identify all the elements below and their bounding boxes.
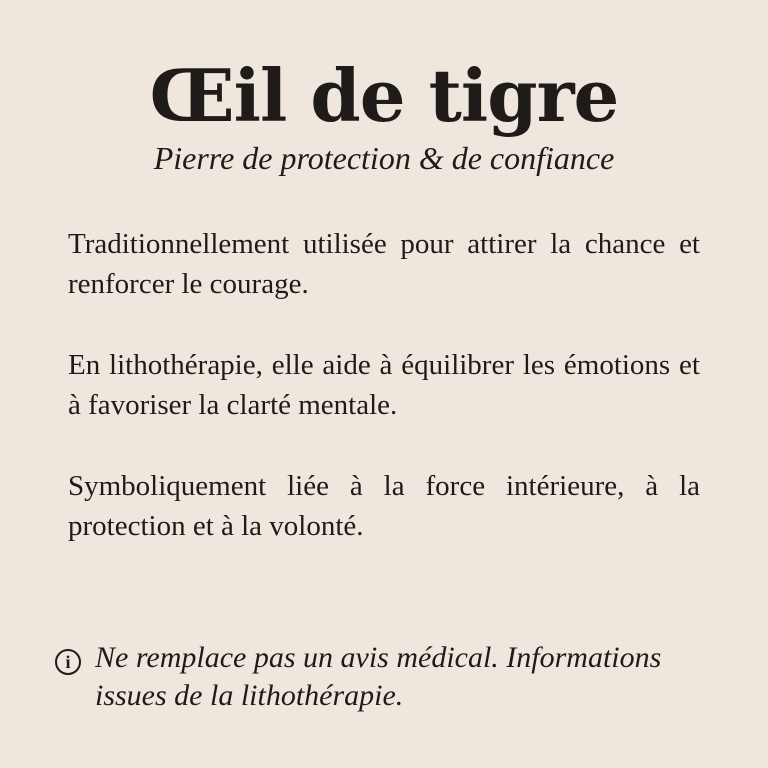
page-title: Œil de tigre	[149, 53, 619, 138]
paragraph-tradition: Traditionnellement utilisée pour attirer la chance et renforcer le courage.	[68, 228, 700, 300]
description	[68, 224, 700, 587]
subtitle: Pierre de protection & de confiance	[153, 140, 615, 176]
paragraph-lithotherapy: En lithothérapie, elle aide à équilibrer les émotions et à favoriser la clarté mentale.	[68, 349, 700, 421]
disclaimer	[55, 639, 715, 715]
disclaimer-text: Ne remplace pas un avis médical. Informations issues de la lithothérapie.	[95, 641, 662, 712]
info-icon: i	[55, 649, 81, 675]
paragraph-symbolism: Symboliquement liée à la force intérieure, à la protection et à la volonté.	[68, 470, 700, 542]
